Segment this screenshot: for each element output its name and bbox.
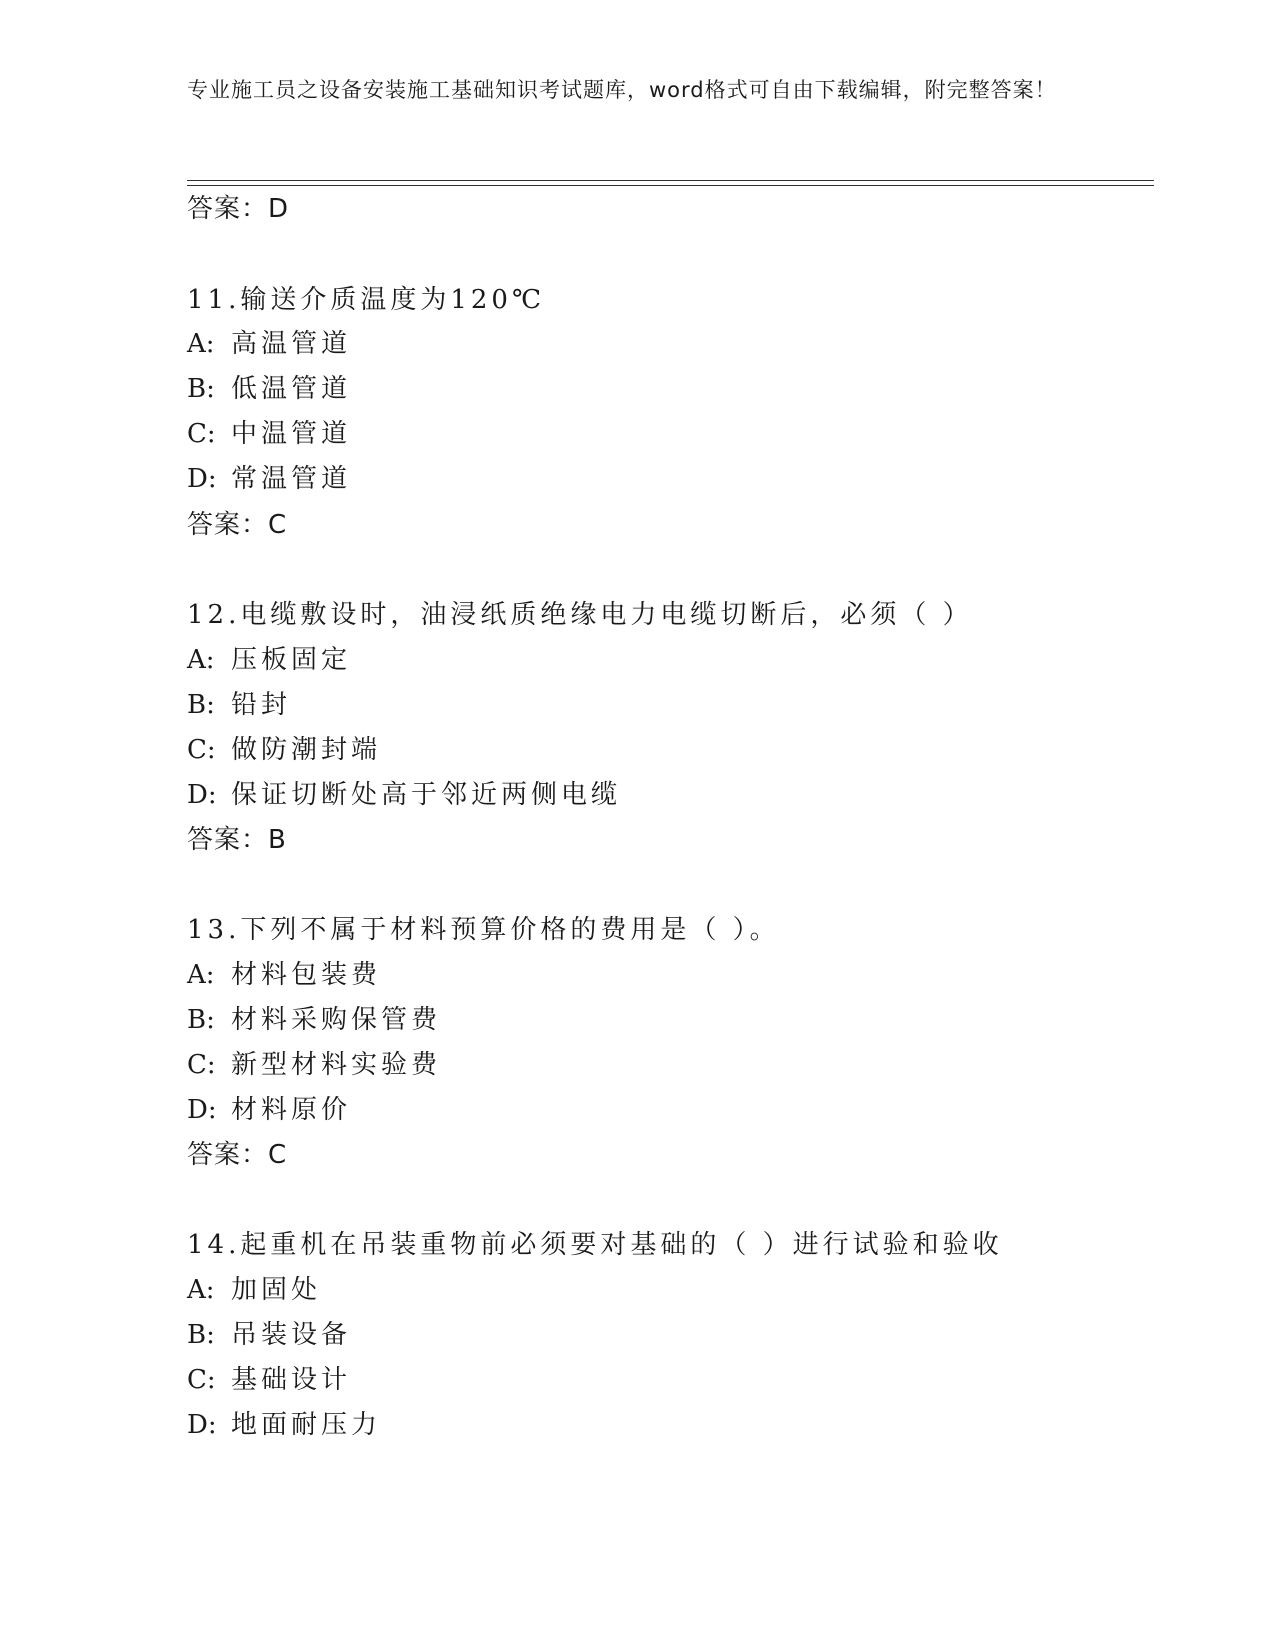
option-text: 基础设计	[231, 1365, 352, 1395]
header-divider-top	[187, 180, 1154, 181]
option-d	[187, 1408, 381, 1442]
option-text: 压板固定	[231, 645, 352, 675]
option-text: 做防潮封端	[231, 735, 382, 765]
option-a	[187, 643, 351, 677]
option-letter: C:	[187, 735, 216, 765]
option-text: 铅封	[231, 690, 292, 720]
option-b	[187, 688, 291, 722]
option-c	[187, 733, 381, 767]
option-letter: A:	[187, 960, 215, 990]
option-text: 中温管道	[231, 419, 352, 449]
option-text: 吊装设备	[231, 1320, 352, 1350]
answer-line: 答案：D	[187, 194, 290, 224]
option-c	[187, 417, 351, 451]
option-text: 常温管道	[231, 464, 352, 494]
document-header: 专业施工员之设备安装施工基础知识考试题库，word格式可自由下载编辑，附完整答案！	[187, 78, 1057, 102]
option-d	[187, 778, 621, 812]
option-letter: A:	[187, 1275, 215, 1305]
option-letter: B:	[187, 1320, 215, 1350]
option-b	[187, 372, 351, 406]
option-letter: C:	[187, 1365, 216, 1395]
option-letter: A:	[187, 329, 215, 359]
option-letter: B:	[187, 690, 215, 720]
option-letter: C:	[187, 419, 216, 449]
answer-line: 答案：C	[187, 510, 288, 540]
option-letter: D:	[187, 1410, 217, 1440]
question-stem: 12.电缆敷设时，油浸纸质绝缘电力电缆切断后，必须（ ）	[187, 600, 973, 630]
option-text: 加固处	[231, 1275, 322, 1305]
option-text: 材料原价	[231, 1095, 352, 1125]
option-c	[187, 1048, 441, 1082]
option-text: 材料包装费	[231, 960, 382, 990]
answer-line: 答案：C	[187, 1140, 288, 1170]
option-text: 新型材料实验费	[231, 1050, 442, 1080]
option-d	[187, 1093, 351, 1127]
option-text: 材料采购保管费	[231, 1005, 442, 1035]
option-letter: D:	[187, 464, 217, 494]
option-letter: B:	[187, 1005, 215, 1035]
question-stem: 14.起重机在吊装重物前必须要对基础的（ ）进行试验和验收	[187, 1230, 1003, 1260]
option-text: 保证切断处高于邻近两侧电缆	[231, 780, 622, 810]
option-a	[187, 1273, 321, 1307]
option-a	[187, 958, 381, 992]
option-letter: D:	[187, 1095, 217, 1125]
option-text: 低温管道	[231, 374, 352, 404]
option-b	[187, 1003, 441, 1037]
option-text: 地面耐压力	[231, 1410, 382, 1440]
option-letter: C:	[187, 1050, 216, 1080]
option-letter: A:	[187, 645, 215, 675]
option-d	[187, 462, 351, 496]
answer-line: 答案：B	[187, 825, 287, 855]
option-text: 高温管道	[231, 329, 352, 359]
option-letter: B:	[187, 374, 215, 404]
question-stem: 11.输送介质温度为120℃	[187, 285, 546, 315]
question-stem: 13.下列不属于材料预算价格的费用是（ ）。	[187, 915, 780, 945]
option-a	[187, 327, 351, 361]
option-b	[187, 1318, 351, 1352]
option-letter: D:	[187, 780, 217, 810]
header-divider-bottom	[187, 185, 1154, 186]
option-c	[187, 1363, 351, 1397]
